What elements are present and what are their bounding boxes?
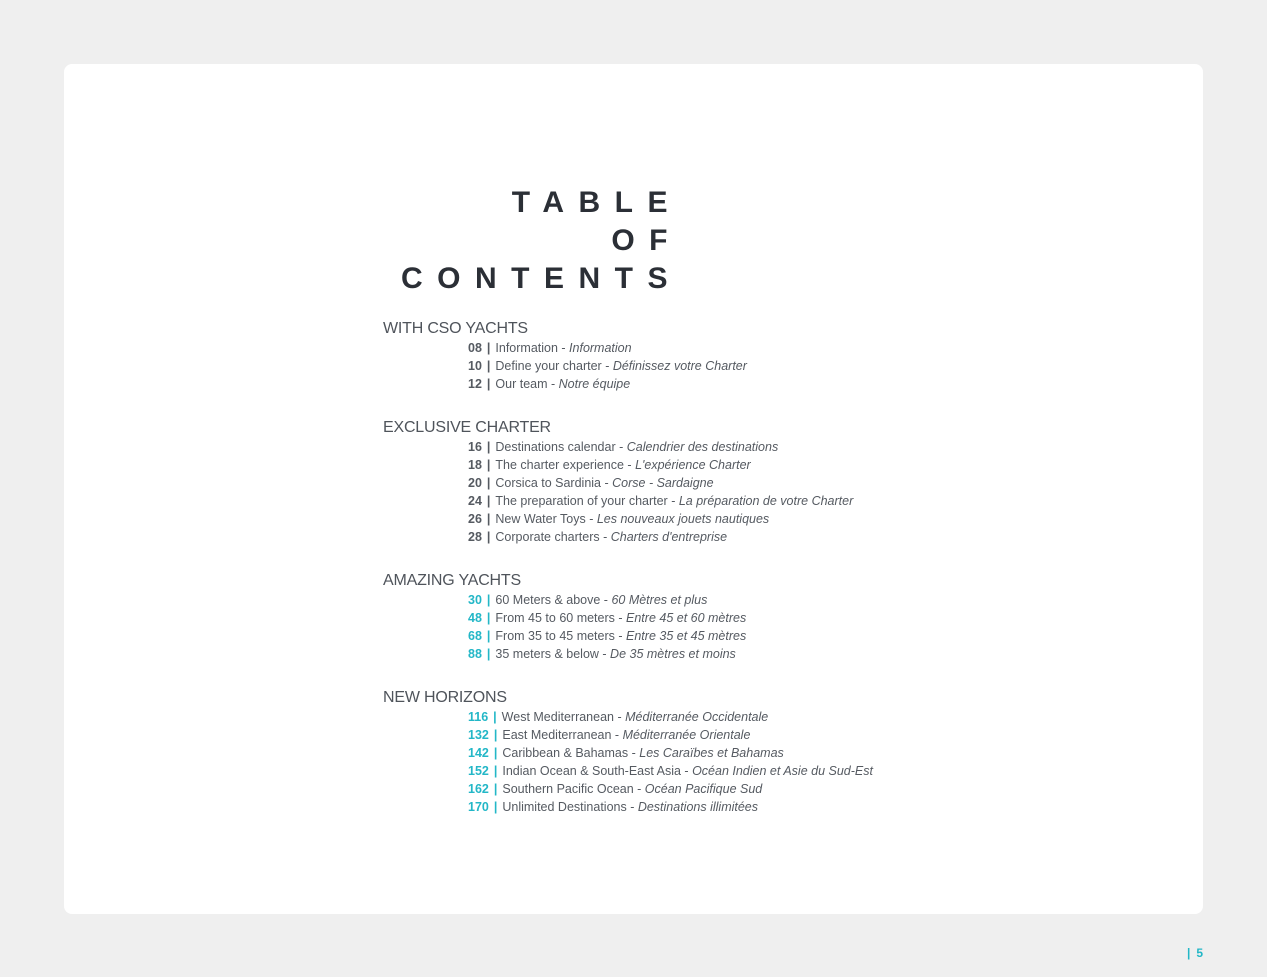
entry-page-number: 08 (468, 341, 482, 355)
entry-dash: - (547, 377, 559, 391)
entry-title-en: Define your charter (495, 359, 602, 373)
toc-entry[interactable] (468, 726, 873, 744)
entry-title-fr: Corse - Sardaigne (612, 476, 714, 490)
entry-separator: | (486, 530, 491, 544)
entry-separator: | (493, 782, 498, 796)
entry-separator: | (486, 611, 491, 625)
entry-dash: - (614, 611, 627, 625)
toc-entry[interactable] (468, 798, 873, 816)
toc-entry[interactable] (468, 375, 873, 393)
entry-page-number: 24 (468, 494, 482, 508)
entry-separator: | (493, 728, 498, 742)
entry-page-number: 12 (468, 377, 482, 391)
toc-entry-list (383, 591, 873, 663)
toc-section (383, 319, 873, 393)
entry-title-fr: Calendrier des destinations (626, 440, 779, 454)
page-title (382, 184, 682, 298)
entry-page-number: 162 (468, 782, 489, 796)
entry-separator: | (486, 359, 491, 373)
entry-dash: - (623, 458, 636, 472)
toc-entry[interactable] (468, 744, 873, 762)
page-footer (1187, 945, 1203, 961)
entry-title-fr: Notre équipe (558, 377, 631, 391)
entry-title-en: Corporate charters (495, 530, 600, 544)
entry-page-number: 116 (468, 710, 489, 724)
section-title: AMAZING YACHTS (383, 572, 521, 589)
toc-entry[interactable] (468, 780, 873, 798)
toc-entry[interactable] (468, 492, 873, 510)
entry-page-number: 26 (468, 512, 482, 526)
entry-separator: | (486, 629, 491, 643)
toc-entry-list (383, 708, 873, 816)
entry-page-number: 48 (468, 611, 482, 625)
entry-separator: | (486, 647, 491, 661)
entry-title-fr: Océan Pacifique Sud (644, 782, 763, 796)
entry-separator: | (486, 440, 491, 454)
entry-separator: | (486, 494, 491, 508)
section-title: EXCLUSIVE CHARTER (383, 419, 551, 436)
entry-page-number: 152 (468, 764, 489, 778)
entry-separator: | (486, 458, 491, 472)
entry-page-number: 18 (468, 458, 482, 472)
entry-dash: - (598, 647, 611, 661)
entry-title-fr: Océan Indien et Asie du Sud-Est (692, 764, 873, 778)
entry-page-number: 142 (468, 746, 489, 760)
entry-separator: | (486, 341, 491, 355)
entry-title-en: The preparation of your charter (495, 494, 668, 508)
toc-entry[interactable] (468, 510, 873, 528)
entry-dash: - (614, 629, 627, 643)
toc-entry[interactable] (468, 339, 873, 357)
page-number: 5 (1196, 946, 1203, 960)
entry-page-number: 20 (468, 476, 482, 490)
entry-separator: | (493, 764, 498, 778)
entry-page-number: 28 (468, 530, 482, 544)
entry-dash: - (601, 359, 613, 373)
entry-page-number: 170 (468, 800, 489, 814)
entry-dash: - (614, 710, 626, 724)
entry-separator: | (493, 800, 498, 814)
entry-title-en: Indian Ocean & South-East Asia (502, 764, 681, 778)
toc-entry[interactable] (468, 762, 873, 780)
entry-dash: - (680, 764, 693, 778)
entry-dash: - (667, 494, 679, 508)
toc-section (383, 571, 873, 663)
toc-entry-list (383, 438, 873, 546)
section-title: WITH CSO YACHTS (383, 320, 528, 337)
title-line-1: TABLE (511, 186, 682, 220)
toc-entry[interactable] (468, 591, 873, 609)
entry-dash: - (601, 476, 613, 490)
footer-separator: | (1186, 946, 1191, 960)
table-of-contents (383, 319, 873, 841)
toc-entry[interactable] (468, 357, 873, 375)
entry-dash: - (628, 746, 640, 760)
entry-dash: - (585, 512, 597, 526)
entry-title-en: Destinations calendar (495, 440, 616, 454)
entry-title-en: Unlimited Destinations (502, 800, 627, 814)
entry-title-en: From 45 to 60 meters (495, 611, 615, 625)
entry-title-en: Corsica to Sardinia (495, 476, 602, 490)
entry-dash: - (599, 530, 611, 544)
document-page (64, 64, 1203, 914)
entry-title-fr: Définissez votre Charter (612, 359, 747, 373)
entry-title-en: 35 meters & below (495, 647, 599, 661)
entry-page-number: 132 (468, 728, 489, 742)
entry-title-en: East Mediterranean (502, 728, 612, 742)
entry-dash: - (557, 341, 570, 355)
entry-page-number: 88 (468, 647, 482, 661)
entry-title-en: Caribbean & Bahamas (502, 746, 629, 760)
entry-separator: | (493, 710, 497, 724)
entry-page-number: 30 (468, 593, 482, 607)
entry-separator: | (486, 593, 491, 607)
entry-title-fr: 60 Mètres et plus (611, 593, 708, 607)
entry-dash: - (611, 728, 623, 742)
entry-page-number: 68 (468, 629, 482, 643)
toc-entry[interactable] (468, 528, 873, 546)
entry-separator: | (493, 746, 498, 760)
entry-dash: - (600, 593, 612, 607)
entry-title-fr: La préparation de votre Charter (678, 494, 854, 508)
entry-title-fr: Information (569, 341, 632, 355)
entry-title-fr: Entre 35 et 45 mètres (626, 629, 747, 643)
entry-title-en: Our team (495, 377, 548, 391)
entry-title-en: The charter experience (495, 458, 624, 472)
entry-title-fr: De 35 mètres et moins (610, 647, 736, 661)
entry-dash: - (633, 782, 645, 796)
entry-title-en: 60 Meters & above (495, 593, 601, 607)
entry-dash: - (615, 440, 627, 454)
entry-title-fr: Les nouveaux jouets nautiques (596, 512, 770, 526)
entry-title-fr: Les Caraïbes et Bahamas (639, 746, 784, 760)
entry-title-en: West Mediterranean (501, 710, 614, 724)
toc-entry[interactable] (468, 627, 873, 645)
entry-title-fr: Destinations illimitées (637, 800, 759, 814)
toc-entry[interactable] (468, 456, 873, 474)
toc-section (383, 688, 873, 816)
entry-title-fr: Entre 45 et 60 mètres (626, 611, 747, 625)
entry-title-en: Information (495, 341, 558, 355)
toc-entry[interactable] (468, 474, 873, 492)
toc-section (383, 418, 873, 546)
toc-entry[interactable] (468, 438, 873, 456)
entry-title-fr: Méditerranée Occidentale (625, 710, 769, 724)
entry-separator: | (486, 377, 491, 391)
entry-title-fr: Charters d'entreprise (610, 530, 728, 544)
entry-page-number: 16 (468, 440, 482, 454)
entry-title-en: Southern Pacific Ocean (502, 782, 634, 796)
entry-title-fr: Méditerranée Orientale (622, 728, 751, 742)
entry-dash: - (626, 800, 638, 814)
entry-separator: | (486, 512, 491, 526)
toc-entry[interactable] (468, 645, 873, 663)
entry-page-number: 10 (468, 359, 482, 373)
entry-separator: | (486, 476, 491, 490)
entry-title-fr: L'expérience Charter (635, 458, 751, 472)
title-line-2: OF (611, 224, 682, 258)
toc-entry[interactable] (468, 609, 873, 627)
section-title: NEW HORIZONS (383, 689, 507, 706)
title-line-3: CONTENTS (401, 262, 682, 296)
toc-entry[interactable] (468, 708, 873, 726)
toc-entry-list (383, 339, 873, 393)
entry-title-en: From 35 to 45 meters (495, 629, 615, 643)
entry-title-en: New Water Toys (495, 512, 586, 526)
